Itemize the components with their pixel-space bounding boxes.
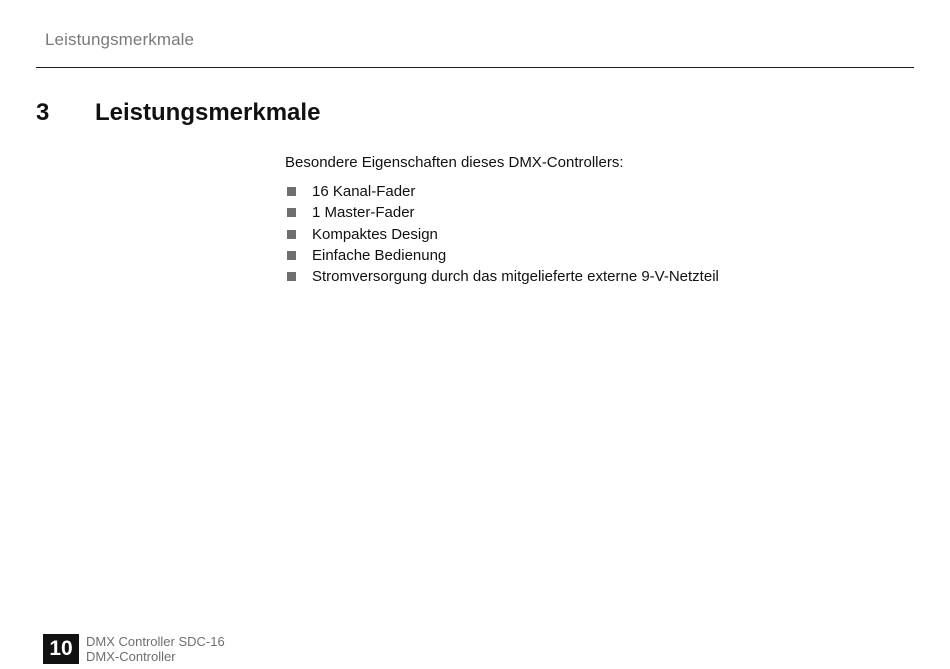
square-bullet-icon bbox=[287, 208, 296, 217]
list-item-text: Einfache Bedienung bbox=[312, 247, 447, 265]
feature-list bbox=[285, 181, 719, 287]
square-bullet-icon bbox=[287, 187, 296, 196]
intro-text: Besondere Eigenschaften dieses DMX-Controllers: bbox=[285, 154, 624, 171]
chapter-title: Leistungsmerkmale bbox=[95, 99, 321, 126]
footer-product-name: DMX Controller SDC-16 bbox=[86, 634, 225, 649]
square-bullet-icon bbox=[287, 230, 296, 239]
footer-product-info bbox=[86, 634, 225, 664]
page-number-badge: 10 bbox=[43, 634, 79, 664]
header-divider bbox=[36, 67, 914, 68]
chapter-number: 3 bbox=[36, 99, 50, 126]
running-header: Leistungsmerkmale bbox=[45, 30, 195, 49]
list-item-text: 1 Master-Fader bbox=[312, 204, 415, 222]
list-item bbox=[285, 224, 719, 245]
footer-product-type: DMX-Controller bbox=[86, 649, 176, 664]
square-bullet-icon bbox=[287, 272, 296, 281]
list-item bbox=[285, 202, 719, 223]
list-item-text: Kompaktes Design bbox=[312, 225, 438, 243]
list-item bbox=[285, 181, 719, 202]
list-item-text: Stromversorgung durch das mitgelieferte externe 9-V-Netzteil bbox=[312, 268, 719, 286]
list-item bbox=[285, 245, 719, 266]
list-item-text: 16 Kanal-Fader bbox=[312, 183, 416, 201]
list-item bbox=[285, 266, 719, 287]
square-bullet-icon bbox=[287, 251, 296, 260]
